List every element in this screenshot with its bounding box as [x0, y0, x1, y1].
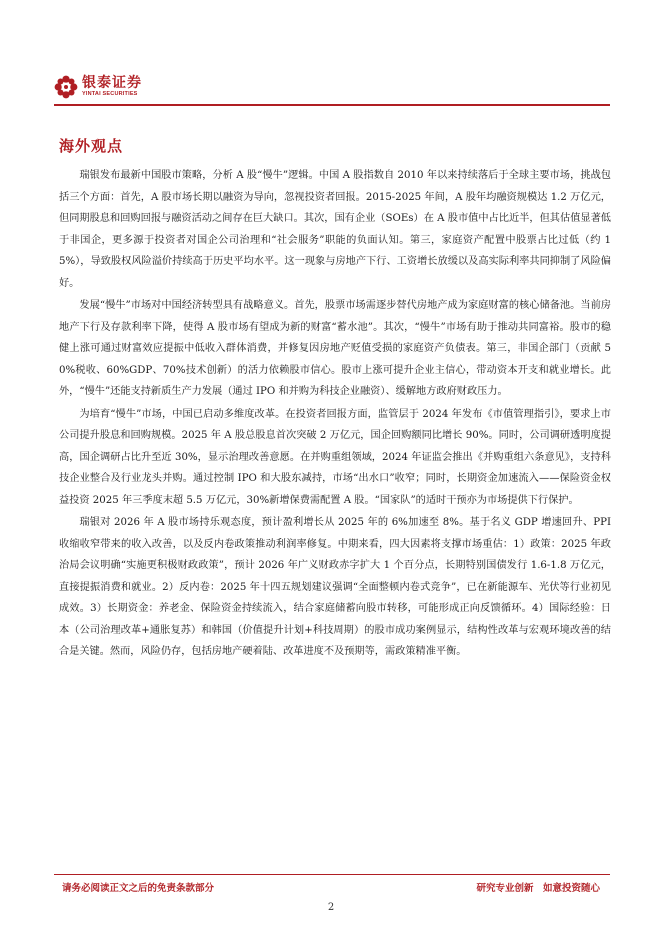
paragraph-2: 发展“慢牛”市场对中国经济转型具有战略意义。首先，股票市场需逐步替代房地产成为家庭财富的核心储备池。当前房地产下行及存款利率下降，使得 A 股市场有望成为新的财富“蓄水池”。其次，“慢牛”市场有助于推动共同富裕。股市的稳健上涨可通过财富效应提振中低收入群体消费，并修复因房地产贬值受损的家庭资产负债表。第三，非国企部门（贡献 50%税收、60%GDP、70%技术创新）的活力依赖股市信心。股市上涨可提升企业主信心，带动资本开支和就业增长。此外，“慢牛”还能支持新质生产力发展（通过 IPO 和并购为科技企业融资）、缓解地方政府财政压力。 [59, 300, 611, 397]
company-logo [54, 74, 142, 100]
footer-disclaimer: 请务必阅读正文之后的免责条款部分 [62, 883, 215, 894]
logo-chinese-name: 银泰证券 [82, 75, 142, 92]
page-number: 2 [327, 902, 335, 913]
footer-divider [54, 874, 610, 875]
yintai-logo-icon [54, 75, 78, 99]
header-divider [54, 104, 610, 106]
paragraph-4: 瑞银对 2026 年 A 股市场持乐观态度，预计盈利增长从 2025 年的 6%加速至 8%。基于名义 GDP 增速回升、PPI 收缩收窄带来的收入改善，以及反内卷政策推动利润率修复。中期来看，四大因素将支撑市场重估：1）政策：2025 年政治局会议明确“实施更积极财政政策”，预计 2026 年广义财政赤字扩大 1 个百分点，长期特别国债发行 1.6-1.8 万亿元，直接提振消费和就业。2）反内卷：2025 年十四五规划建议强调“全面整顿内卷式竞争”，已在新能源车、光伏等行业初见成效。3）长期资金：养老金、保险资金持续流入，结合家庭储蓄向股市转移，可能形成正向反馈循环。4）国际经验：日本（公司治理改革+通胀复苏）和韩国（价值提升计划+科技周期）的股市成功案例显示，结构性改革与宏观环境改善的结合是关键。然而，风险仍存，包括房地产硬着陆、改革进度不及预期等，需政策精准平衡。 [59, 517, 611, 657]
section-title: 海外观点 [59, 137, 124, 155]
paragraph-3: 为培育“慢牛”市场，中国已启动多维度改革。在投资者回报方面，监管层于 2024 年发布《市值管理指引》，要求上市公司提升股息和回购规模。2025 年 A 股总股息首次突破 2 万亿元，国企回购额同比增长 90%。同时，公司调研透明度提高，国企调研占比升至近 30%，显示治理改善意愿。在并购重组领域，2024 年证监会推出《并购重组六条意见》，支持科技企业整合及行业龙头并购。通过控制 IPO 和大股东减持，市场“出水口”收窄；同时，长期资金加速流入——保险资金权益投资 2025 年三季度末超 5.5 万亿元，30%新增保费需配置 A 股。“国家队”的适时干预亦为市场提供下行保护。 [59, 408, 611, 506]
paragraph-1: 瑞银发布最新中国股市策略，分析 A 股“慢牛”逻辑。中国 A 股指数自 2010 年以来持续落后于全球主要市场，挑战包括三个方面：首先，A 股市场长期以融资为导向，忽视投资者回报。2015-2025 年间，A 股年均融资规模达 1.2 万亿元，但同期股息和回购回报与融资活动之间存在巨大缺口。其次，国有企业（SOEs）在 A 股市值中占比近半，但其估值显著低于非国企，更多源于投资者对国企公司治理和“社会服务”职能的负面认知。第三，家庭资产配置中股票占比过低（约 15%），导致股权风险溢价持续高于历史平均水平。这一现象与房地产下行、工资增长放缓以及高实际利率共同抑制了风险偏好。 [59, 170, 611, 289]
logo-english-name: YINTAI SECURITIES [82, 91, 138, 98]
article-body [59, 165, 611, 664]
footer-slogan: 研究专业创新 如意投资随心 [476, 883, 600, 894]
